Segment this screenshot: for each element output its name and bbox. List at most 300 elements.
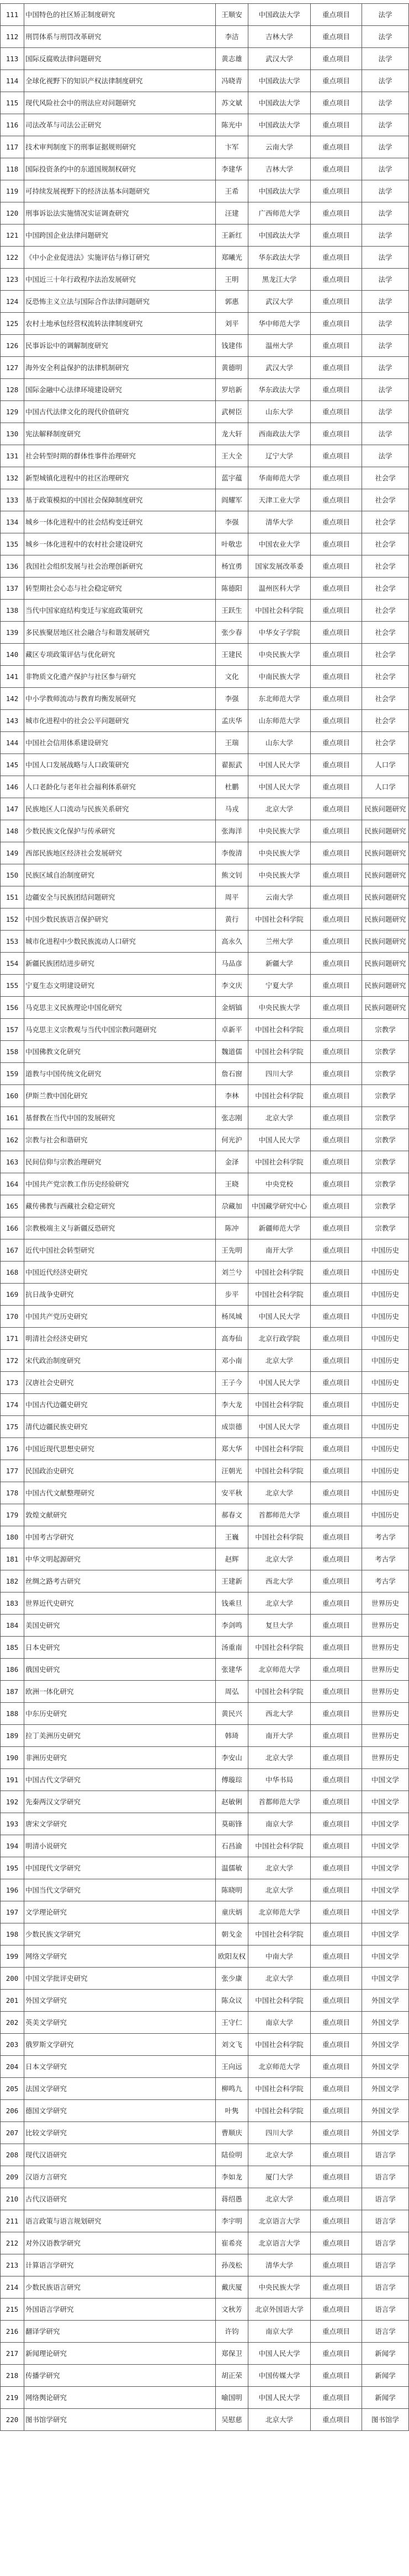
institution-cell: 西北大学	[248, 1703, 311, 1725]
table-row	[1, 136, 409, 158]
table-row	[1, 114, 409, 136]
row-number-cell: 156	[1, 997, 24, 1019]
project-title-cell: 宗教与社会和谐研究	[24, 1129, 216, 1151]
project-title-cell: 古代汉语研究	[24, 2188, 216, 2210]
project-title-cell: 宪法解释制度研究	[24, 423, 216, 445]
discipline-cell: 中国文学	[362, 1946, 409, 1968]
discipline-cell: 中国历史	[362, 1394, 409, 1416]
principal-investigator-cell: 文秋芳	[216, 2299, 248, 2321]
project-title-cell: 现代汉语研究	[24, 2144, 216, 2166]
row-number-cell: 196	[1, 1879, 24, 1901]
table-row	[1, 710, 409, 732]
row-number-cell: 148	[1, 820, 24, 842]
institution-cell: 西北大学	[248, 1570, 311, 1592]
institution-cell: 中国社会科学院	[248, 1990, 311, 2012]
discipline-cell: 社会学	[362, 467, 409, 489]
institution-cell: 南京大学	[248, 2321, 311, 2343]
row-number-cell: 120	[1, 202, 24, 225]
row-number-cell: 124	[1, 291, 24, 313]
institution-cell: 北京大学	[248, 1107, 311, 1129]
project-title-cell: 基督教在当代中国的发展研究	[24, 1107, 216, 1129]
table-row	[1, 1151, 409, 1173]
discipline-cell: 新闻学	[362, 2365, 409, 2387]
project-title-cell: 中华文明起源研究	[24, 1548, 216, 1570]
institution-cell: 北京大学	[248, 798, 311, 820]
institution-cell: 山东大学	[248, 401, 311, 423]
row-number-cell: 210	[1, 2188, 24, 2210]
principal-investigator-cell: 王建新	[216, 1570, 248, 1592]
row-number-cell: 209	[1, 2166, 24, 2188]
table-row	[1, 202, 409, 225]
project-type-cell: 重点项目	[311, 467, 362, 489]
table-row	[1, 1438, 409, 1460]
table-row	[1, 2122, 409, 2144]
project-type-cell: 重点项目	[311, 2144, 362, 2166]
institution-cell: 北京大学	[248, 2409, 311, 2431]
project-type-cell: 重点项目	[311, 2210, 362, 2232]
row-number-cell: 190	[1, 1747, 24, 1769]
project-type-cell: 重点项目	[311, 864, 362, 886]
principal-investigator-cell: 苏文斌	[216, 92, 248, 114]
row-number-cell: 160	[1, 1085, 24, 1107]
row-number-cell: 205	[1, 2078, 24, 2100]
institution-cell: 清华大学	[248, 2254, 311, 2276]
row-number-cell: 203	[1, 2034, 24, 2056]
project-title-cell: 《中小企业促进法》实施评估与修订研究	[24, 247, 216, 269]
project-title-cell: 刑罚体系与刑罚改革研究	[24, 26, 216, 48]
principal-investigator-cell: 汤重南	[216, 1637, 248, 1659]
row-number-cell: 114	[1, 70, 24, 92]
institution-cell: 中国社会科学院	[248, 1835, 311, 1857]
institution-cell: 北京师范大学	[248, 1659, 311, 1681]
project-type-cell: 重点项目	[311, 1968, 362, 1990]
table-row	[1, 1328, 409, 1350]
principal-investigator-cell: 柳鸣九	[216, 2078, 248, 2100]
project-type-cell: 重点项目	[311, 1769, 362, 1791]
project-type-cell: 重点项目	[311, 2254, 362, 2276]
discipline-cell: 外国文学	[362, 1990, 409, 2012]
project-title-cell: 中国当代文学研究	[24, 1879, 216, 1901]
table-row	[1, 2254, 409, 2276]
principal-investigator-cell: 李大龙	[216, 1394, 248, 1416]
project-type-cell: 重点项目	[311, 1548, 362, 1570]
principal-investigator-cell: 王希	[216, 180, 248, 202]
discipline-cell: 新闻学	[362, 2387, 409, 2409]
project-type-cell: 重点项目	[311, 1570, 362, 1592]
project-title-cell: 人口老龄化与老年社会福利体系研究	[24, 776, 216, 798]
project-title-cell: 中国近三十年行政程序法治发展研究	[24, 269, 216, 291]
row-number-cell: 146	[1, 776, 24, 798]
table-row	[1, 953, 409, 975]
principal-investigator-cell: 叶隽	[216, 2100, 248, 2122]
table-row	[1, 1615, 409, 1637]
project-title-cell: 民族区域自治制度研究	[24, 864, 216, 886]
table-row	[1, 2409, 409, 2431]
institution-cell: 辽宁大学	[248, 445, 311, 467]
principal-investigator-cell: 王新红	[216, 225, 248, 247]
discipline-cell: 世界历史	[362, 1703, 409, 1725]
table-row	[1, 92, 409, 114]
project-type-cell: 重点项目	[311, 1504, 362, 1526]
table-row	[1, 555, 409, 578]
table-row	[1, 1350, 409, 1372]
row-number-cell: 166	[1, 1217, 24, 1239]
institution-cell: 中国社会科学院	[248, 1394, 311, 1416]
row-number-cell: 186	[1, 1659, 24, 1681]
discipline-cell: 世界历史	[362, 1637, 409, 1659]
table-row	[1, 1946, 409, 1968]
table-row	[1, 1769, 409, 1791]
table-row	[1, 247, 409, 269]
row-number-cell: 212	[1, 2232, 24, 2254]
project-type-cell: 重点项目	[311, 26, 362, 48]
table-row	[1, 688, 409, 710]
project-type-cell: 重点项目	[311, 1438, 362, 1460]
row-number-cell: 119	[1, 180, 24, 202]
project-title-cell: 反恐怖主义立法与国际合作法律问题研究	[24, 291, 216, 313]
project-type-cell: 重点项目	[311, 1747, 362, 1769]
project-type-cell: 重点项目	[311, 1284, 362, 1306]
discipline-cell: 语言学	[362, 2232, 409, 2254]
principal-investigator-cell: 詹石窗	[216, 1063, 248, 1085]
table-row	[1, 1284, 409, 1306]
project-type-cell: 重点项目	[311, 269, 362, 291]
principal-investigator-cell: 李剑鸣	[216, 1615, 248, 1637]
row-number-cell: 171	[1, 1328, 24, 1350]
principal-investigator-cell: 翟振武	[216, 754, 248, 776]
table-row	[1, 997, 409, 1019]
institution-cell: 中国社会科学院	[248, 2034, 311, 2056]
project-title-cell: 文学理论研究	[24, 1901, 216, 1923]
project-type-cell: 重点项目	[311, 1306, 362, 1328]
project-type-cell: 重点项目	[311, 666, 362, 688]
institution-cell: 温州大学	[248, 335, 311, 357]
principal-investigator-cell: 杨凤城	[216, 1306, 248, 1328]
row-number-cell: 149	[1, 842, 24, 864]
table-row	[1, 2387, 409, 2409]
principal-investigator-cell: 曹顺庆	[216, 2122, 248, 2144]
discipline-cell: 中国文学	[362, 1813, 409, 1835]
principal-investigator-cell: 戴庆厦	[216, 2276, 248, 2299]
discipline-cell: 语言学	[362, 2321, 409, 2343]
discipline-cell: 图书馆学	[362, 2409, 409, 2431]
project-title-cell: 民间信仰与宗教治理研究	[24, 1151, 216, 1173]
table-row	[1, 1063, 409, 1085]
table-row	[1, 423, 409, 445]
table-row	[1, 2210, 409, 2232]
institution-cell: 中国社会科学院	[248, 1637, 311, 1659]
table-row	[1, 1129, 409, 1151]
row-number-cell: 145	[1, 754, 24, 776]
discipline-cell: 法学	[362, 401, 409, 423]
row-number-cell: 181	[1, 1548, 24, 1570]
project-type-cell: 重点项目	[311, 931, 362, 953]
row-number-cell: 215	[1, 2299, 24, 2321]
institution-cell: 北京大学	[248, 1968, 311, 1990]
project-title-cell: 对外汉语教学研究	[24, 2232, 216, 2254]
row-number-cell: 132	[1, 467, 24, 489]
project-title-cell: 抗日战争史研究	[24, 1284, 216, 1306]
project-type-cell: 重点项目	[311, 1615, 362, 1637]
project-type-cell: 重点项目	[311, 997, 362, 1019]
institution-cell: 北京大学	[248, 1857, 311, 1879]
row-number-cell: 135	[1, 533, 24, 555]
project-type-cell: 重点项目	[311, 1725, 362, 1747]
project-type-cell: 重点项目	[311, 2409, 362, 2431]
table-row	[1, 1570, 409, 1592]
table-row	[1, 511, 409, 533]
project-title-cell: 明清社会经济史研究	[24, 1328, 216, 1350]
discipline-cell: 法学	[362, 158, 409, 180]
discipline-cell: 社会学	[362, 644, 409, 666]
discipline-cell: 宗教学	[362, 1063, 409, 1085]
row-number-cell: 113	[1, 48, 24, 70]
table-row	[1, 886, 409, 908]
discipline-cell: 宗教学	[362, 1173, 409, 1195]
row-number-cell: 177	[1, 1460, 24, 1482]
table-row	[1, 578, 409, 600]
institution-cell: 武汉大学	[248, 48, 311, 70]
principal-investigator-cell: 吴慰慈	[216, 2409, 248, 2431]
discipline-cell: 考古学	[362, 1526, 409, 1548]
project-type-cell: 重点项目	[311, 1195, 362, 1217]
principal-investigator-cell: 李宇明	[216, 2210, 248, 2232]
table-row	[1, 2299, 409, 2321]
project-title-cell: 转型期社会心态与社会稳定研究	[24, 578, 216, 600]
project-type-cell: 重点项目	[311, 2056, 362, 2078]
project-type-cell: 重点项目	[311, 291, 362, 313]
table-row	[1, 622, 409, 644]
project-title-cell: 技术审判制度下的刑事证据规则研究	[24, 136, 216, 158]
institution-cell: 云南大学	[248, 136, 311, 158]
project-table	[0, 3, 409, 2431]
project-type-cell: 重点项目	[311, 842, 362, 864]
principal-investigator-cell: 叶敬忠	[216, 533, 248, 555]
principal-investigator-cell: 喻国明	[216, 2387, 248, 2409]
discipline-cell: 民族问题研究	[362, 953, 409, 975]
project-title-cell: 俄国史研究	[24, 1659, 216, 1681]
institution-cell: 中国人民大学	[248, 1372, 311, 1394]
project-type-cell: 重点项目	[311, 1151, 362, 1173]
row-number-cell: 144	[1, 732, 24, 754]
project-type-cell: 重点项目	[311, 2321, 362, 2343]
row-number-cell: 141	[1, 666, 24, 688]
principal-investigator-cell: 张建华	[216, 1659, 248, 1681]
row-number-cell: 150	[1, 864, 24, 886]
institution-cell: 中国社会科学院	[248, 1526, 311, 1548]
table-row	[1, 1879, 409, 1901]
project-type-cell: 重点项目	[311, 202, 362, 225]
discipline-cell: 世界历史	[362, 1725, 409, 1747]
discipline-cell: 民族问题研究	[362, 864, 409, 886]
discipline-cell: 中国历史	[362, 1460, 409, 1482]
project-type-cell: 重点项目	[311, 600, 362, 622]
institution-cell: 天津工业大学	[248, 489, 311, 511]
discipline-cell: 语言学	[362, 2166, 409, 2188]
table-row	[1, 4, 409, 26]
project-title-cell: 汉语方言研究	[24, 2166, 216, 2188]
table-row	[1, 2321, 409, 2343]
row-number-cell: 199	[1, 1946, 24, 1968]
institution-cell: 中央民族大学	[248, 820, 311, 842]
table-row	[1, 2276, 409, 2299]
project-title-cell: 翻译学研究	[24, 2321, 216, 2343]
discipline-cell: 法学	[362, 70, 409, 92]
principal-investigator-cell: 陆俭明	[216, 2144, 248, 2166]
table-row	[1, 931, 409, 953]
discipline-cell: 法学	[362, 4, 409, 26]
project-title-cell: 中国社会信用体系建设研究	[24, 732, 216, 754]
table-row	[1, 1592, 409, 1615]
project-title-cell: 传播学研究	[24, 2365, 216, 2387]
discipline-cell: 民族问题研究	[362, 908, 409, 931]
discipline-cell: 法学	[362, 225, 409, 247]
principal-investigator-cell: 汪朝光	[216, 1460, 248, 1482]
table-row	[1, 225, 409, 247]
project-title-cell: 民族地区人口流动与民族关系研究	[24, 798, 216, 820]
principal-investigator-cell: 罗培新	[216, 379, 248, 401]
row-number-cell: 193	[1, 1813, 24, 1835]
row-number-cell: 197	[1, 1901, 24, 1923]
institution-cell: 中国政法大学	[248, 180, 311, 202]
row-number-cell: 202	[1, 2012, 24, 2034]
institution-cell: 中国社会科学院	[248, 908, 311, 931]
discipline-cell: 世界历史	[362, 1681, 409, 1703]
institution-cell: 中华书局	[248, 1769, 311, 1791]
project-type-cell: 重点项目	[311, 820, 362, 842]
discipline-cell: 社会学	[362, 688, 409, 710]
discipline-cell: 语言学	[362, 2188, 409, 2210]
discipline-cell: 社会学	[362, 533, 409, 555]
table-row	[1, 908, 409, 931]
principal-investigator-cell: 郑大华	[216, 1438, 248, 1460]
institution-cell: 中央民族大学	[248, 2276, 311, 2299]
row-number-cell: 125	[1, 313, 24, 335]
table-row	[1, 1173, 409, 1195]
table-row	[1, 666, 409, 688]
table-row	[1, 1239, 409, 1262]
discipline-cell: 人口学	[362, 776, 409, 798]
row-number-cell: 161	[1, 1107, 24, 1129]
project-title-cell: 拉丁美洲历史研究	[24, 1725, 216, 1747]
principal-investigator-cell: 陈众议	[216, 1990, 248, 2012]
table-row	[1, 1681, 409, 1703]
principal-investigator-cell: 王明	[216, 269, 248, 291]
principal-investigator-cell: 郭惠	[216, 291, 248, 313]
principal-investigator-cell: 何光沪	[216, 1129, 248, 1151]
institution-cell: 华中师范大学	[248, 313, 311, 335]
institution-cell: 中国传媒大学	[248, 2365, 311, 2387]
institution-cell: 中国社会科学院	[248, 1923, 311, 1946]
row-number-cell: 129	[1, 401, 24, 423]
institution-cell: 中国农业大学	[248, 533, 311, 555]
project-type-cell: 重点项目	[311, 1460, 362, 1482]
row-number-cell: 159	[1, 1063, 24, 1085]
table-row	[1, 2100, 409, 2122]
principal-investigator-cell: 李安山	[216, 1747, 248, 1769]
discipline-cell: 宗教学	[362, 1041, 409, 1063]
project-type-cell: 重点项目	[311, 622, 362, 644]
discipline-cell: 外国文学	[362, 2034, 409, 2056]
institution-cell: 中国人民大学	[248, 776, 311, 798]
institution-cell: 新疆大学	[248, 953, 311, 975]
discipline-cell: 民族问题研究	[362, 842, 409, 864]
institution-cell: 四川大学	[248, 1063, 311, 1085]
project-type-cell: 重点项目	[311, 1946, 362, 1968]
project-title-cell: 日本史研究	[24, 1637, 216, 1659]
project-type-cell: 重点项目	[311, 953, 362, 975]
principal-investigator-cell: 郝春文	[216, 1504, 248, 1526]
project-title-cell: 新型城镇化进程中的社区治理研究	[24, 467, 216, 489]
institution-cell: 南京大学	[248, 2012, 311, 2034]
institution-cell: 中国人民大学	[248, 1129, 311, 1151]
institution-cell: 中国政法大学	[248, 4, 311, 26]
project-type-cell: 重点项目	[311, 1592, 362, 1615]
project-type-cell: 重点项目	[311, 1923, 362, 1946]
institution-cell: 中国社会科学院	[248, 1041, 311, 1063]
project-title-cell: 中国古代文学研究	[24, 1769, 216, 1791]
principal-investigator-cell: 张少春	[216, 622, 248, 644]
project-type-cell: 重点项目	[311, 710, 362, 732]
discipline-cell: 民族问题研究	[362, 886, 409, 908]
row-number-cell: 157	[1, 1019, 24, 1041]
discipline-cell: 宗教学	[362, 1085, 409, 1107]
institution-cell: 山东大学	[248, 732, 311, 754]
project-title-cell: 藏区专项政策评估与优化研究	[24, 644, 216, 666]
project-type-cell: 重点项目	[311, 1681, 362, 1703]
principal-investigator-cell: 孟庆华	[216, 710, 248, 732]
principal-investigator-cell: 朝戈金	[216, 1923, 248, 1946]
institution-cell: 北京大学	[248, 1548, 311, 1570]
principal-investigator-cell: 马品彦	[216, 953, 248, 975]
row-number-cell: 200	[1, 1968, 24, 1990]
project-type-cell: 重点项目	[311, 48, 362, 70]
row-number-cell: 164	[1, 1173, 24, 1195]
institution-cell: 中国社会科学院	[248, 1284, 311, 1306]
project-title-cell: 全球化视野下的知识产权法律制度研究	[24, 70, 216, 92]
institution-cell: 复旦大学	[248, 1615, 311, 1637]
project-type-cell: 重点项目	[311, 1107, 362, 1129]
project-type-cell: 重点项目	[311, 1328, 362, 1350]
principal-investigator-cell: 卞军	[216, 136, 248, 158]
principal-investigator-cell: 孙茂松	[216, 2254, 248, 2276]
institution-cell: 南开大学	[248, 1725, 311, 1747]
row-number-cell: 211	[1, 2210, 24, 2232]
institution-cell: 吉林大学	[248, 26, 311, 48]
table-row	[1, 1262, 409, 1284]
table-row	[1, 2078, 409, 2100]
row-number-cell: 189	[1, 1725, 24, 1747]
discipline-cell: 宗教学	[362, 1217, 409, 1239]
project-type-cell: 重点项目	[311, 2365, 362, 2387]
institution-cell: 国家发展改革委	[248, 555, 311, 578]
project-title-cell: 非洲历史研究	[24, 1747, 216, 1769]
discipline-cell: 中国历史	[362, 1239, 409, 1262]
principal-investigator-cell: 王子今	[216, 1372, 248, 1394]
institution-cell: 温州医科大学	[248, 578, 311, 600]
principal-investigator-cell: 王瑞	[216, 732, 248, 754]
project-title-cell: 英美文学研究	[24, 2012, 216, 2034]
project-type-cell: 重点项目	[311, 2232, 362, 2254]
table-row	[1, 1813, 409, 1835]
row-number-cell: 140	[1, 644, 24, 666]
row-number-cell: 123	[1, 269, 24, 291]
project-title-cell: 少数民族语言研究	[24, 2276, 216, 2299]
principal-investigator-cell: 莫砺锋	[216, 1813, 248, 1835]
discipline-cell: 法学	[362, 180, 409, 202]
table-row	[1, 445, 409, 467]
project-title-cell: 少数民族文化保护与传承研究	[24, 820, 216, 842]
